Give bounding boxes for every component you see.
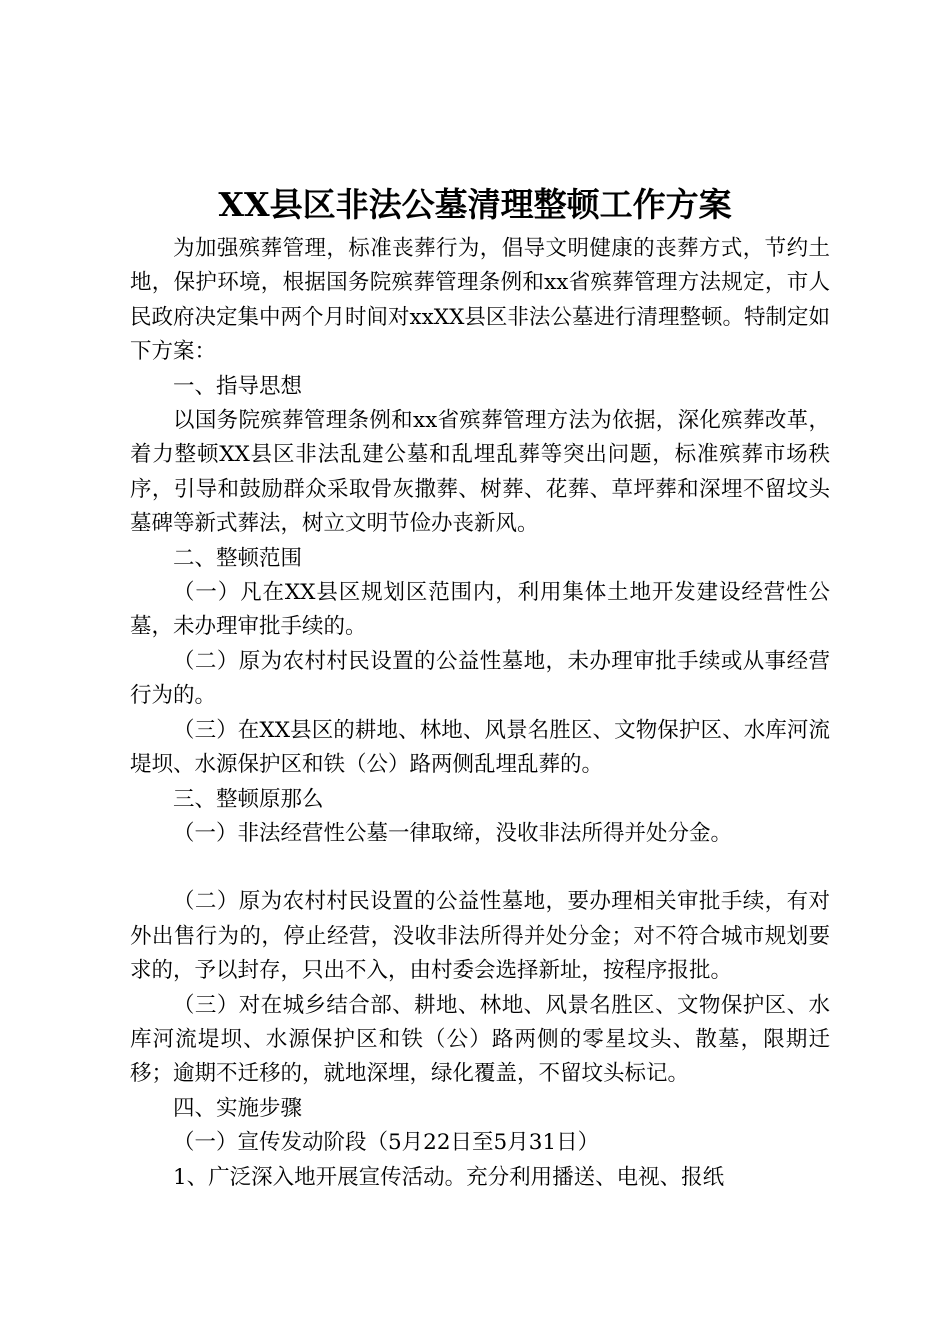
paragraph-step-phase-1: （一）宣传发动阶段（5月22日至5月31日） [173, 1130, 600, 1156]
paragraph-principle-1: （一）非法经营性公墓一律取缔，没收非法所得并处分金。 [173, 820, 733, 846]
paragraph-scope-2: （二）原为农村村民设置的公益性墓地，未办理审批手续或从事经营行为的。 [130, 648, 830, 709]
blank-line [130, 851, 830, 885]
heading-scope: 二、整顿范围 [173, 545, 303, 571]
heading-steps: 四、实施步骤 [173, 1095, 303, 1121]
paragraph-guiding-ideology: 以国务院殡葬管理条例和xx省殡葬管理方法为依据，深化殡葬改革，着力整顿XX县区非法乱建公墓和乱埋乱葬等突出问题，标准殡葬市场秩序，引导和鼓励群众采取骨灰撒葬、树葬、花葬、草坪葬和深埋不留坟头墓碑等新式葬法，树立文明节俭办丧新风。 [130, 408, 830, 537]
heading-guiding-ideology: 一、指导思想 [173, 373, 303, 399]
paragraph-scope-3: （三）在XX县区的耕地、林地、风景名胜区、文物保护区、水库河流堤坝、水源保护区和铁（公）路两侧乱埋乱葬的。 [130, 717, 830, 778]
paragraph-scope-1: （一）凡在XX县区规划区范围内，利用集体土地开发建设经营性公墓，未办理审批手续的。 [130, 580, 830, 640]
document-title: XX县区非法公墓清理整顿工作方案 [218, 185, 732, 224]
paragraph-intro: 为加强殡葬管理，标准丧葬行为，倡导文明健康的丧葬方式，节约土地，保护环境，根据国务院殡葬管理条例和xx省殡葬管理方法规定，市人民政府决定集中两个月时间对xxXX县区非法公墓进行清理整顿。特制定如下方案： [130, 236, 830, 365]
paragraph-principle-3: （三）对在城乡结合部、耕地、林地、风景名胜区、文物保护区、水库河流堤坝、水源保护区和铁（公）路两侧的零星坟头、散墓，限期迁移；逾期不迁移的，就地深埋，绿化覆盖，不留坟头标记。 [130, 992, 830, 1087]
paragraph-principle-2: （二）原为农村村民设置的公益性墓地，要办理相关审批手续，有对外出售行为的，停止经营，没收非法所得并处分金；对不符合城市规划要求的，予以封存，只出不入，由村委会选择新址，按程序报批。 [130, 889, 830, 984]
document-body [130, 232, 830, 1195]
heading-principles: 三、整顿原那么 [173, 786, 324, 812]
paragraph-step-1-item-1: 1、广泛深入地开展宣传活动。充分利用播送、电视、报纸 [173, 1164, 725, 1190]
